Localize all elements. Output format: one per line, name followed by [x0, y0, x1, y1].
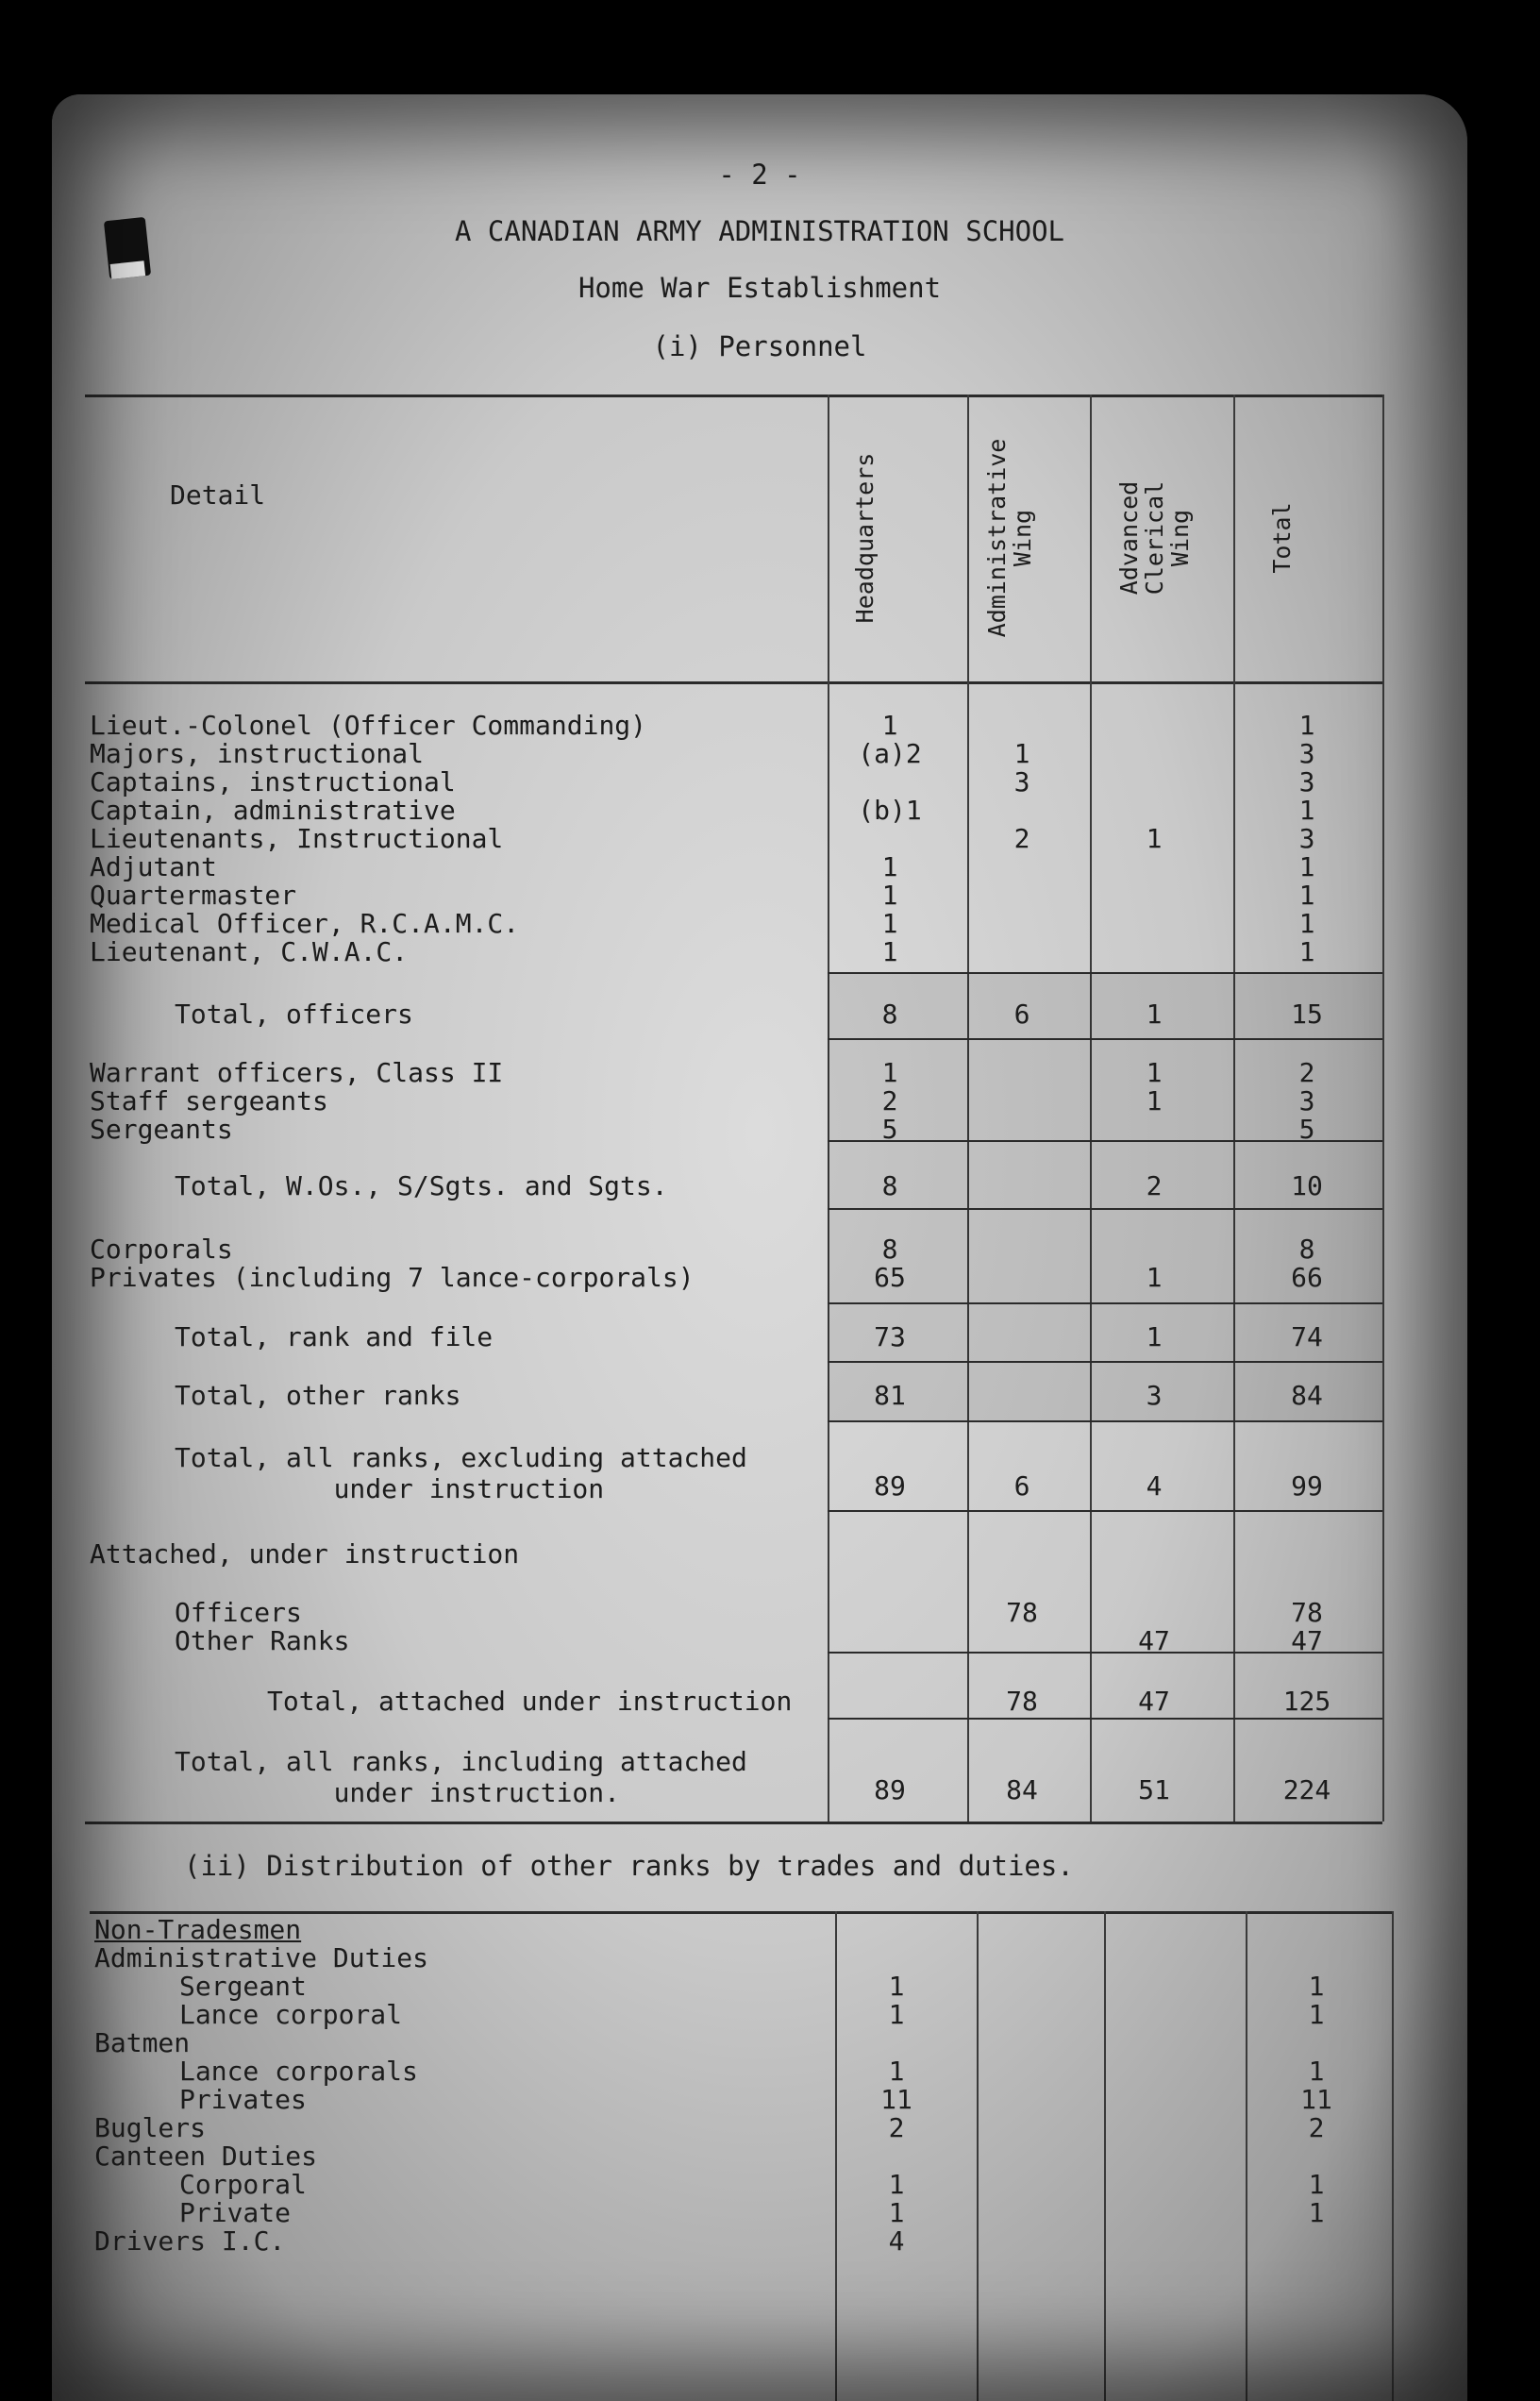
row-label: Officers	[175, 1597, 302, 1628]
header-bottom-rule	[85, 681, 1382, 684]
cell-hq: 4	[888, 2225, 905, 2257]
cell-hq: 1	[888, 2056, 905, 2087]
cell-total: 5	[1298, 1114, 1315, 1145]
column-divider	[835, 1911, 837, 2401]
row-label: Total, other ranks	[175, 1380, 461, 1411]
column-header-headquarters: Headquarters	[851, 452, 879, 624]
row-label: Private	[179, 2197, 292, 2228]
column-header-detail: Detail	[170, 479, 266, 511]
column-header-advanced-clerical-wing: Advanced Clerical Wing	[1115, 480, 1194, 596]
row-rule	[828, 1510, 1382, 1512]
row-label: Corporals	[90, 1234, 233, 1265]
cell-total: 99	[1291, 1470, 1323, 1502]
cell-total: 66	[1291, 1262, 1323, 1293]
row-label: Quartermaster	[90, 880, 297, 911]
row-label: Lance corporals	[179, 2056, 418, 2087]
row-label: Lieutenants, Instructional	[90, 823, 504, 854]
row-label: Adjutant	[90, 851, 217, 882]
cell-total: 1	[1308, 1999, 1325, 2030]
column-header-administrative-wing: Administrative Wing	[983, 438, 1036, 638]
cell-aw: 3	[1013, 766, 1030, 798]
cell-total: 15	[1291, 999, 1323, 1030]
column-divider	[977, 1911, 979, 2401]
cell-hq: 2	[881, 1085, 898, 1117]
row-label: Majors, instructional	[90, 738, 425, 769]
cell-total: 1	[1298, 795, 1315, 826]
cell-acw: 47	[1138, 1625, 1170, 1656]
row-label: Captains, instructional	[90, 766, 456, 798]
cell-total: 2	[1298, 1057, 1315, 1088]
document-subtitle: Home War Establishment	[578, 272, 942, 304]
cell-hq: (b)1	[858, 795, 922, 826]
row-label: Corporal	[179, 2169, 307, 2200]
row-label: Medical Officer, R.C.A.M.C.	[90, 908, 520, 939]
row-label: Sergeants	[90, 1114, 233, 1145]
row-label: Total, officers	[175, 999, 413, 1030]
row-label: Total, all ranks, excluding attached under instruction	[175, 1442, 747, 1504]
row-rule	[828, 1302, 1382, 1304]
document-title: A CANADIAN ARMY ADMINISTRATION SCHOOL	[454, 215, 1064, 247]
cell-aw: 2	[1013, 823, 1030, 854]
cell-total: 3	[1298, 738, 1315, 769]
cell-acw: 1	[1146, 1057, 1163, 1088]
cell-hq: 1	[888, 2169, 905, 2200]
row-label: Lieutenant, C.W.A.C.	[90, 936, 409, 967]
cell-hq: 89	[874, 1774, 906, 1805]
cell-total: 1	[1298, 710, 1315, 741]
cell-hq: 1	[881, 710, 898, 741]
cell-hq: 81	[874, 1380, 906, 1411]
cell-acw: 1	[1146, 1262, 1163, 1293]
row-rule	[828, 1420, 1382, 1422]
cell-total: 3	[1298, 1085, 1315, 1117]
cell-acw: 2	[1146, 1170, 1163, 1201]
cell-total: 78	[1291, 1597, 1323, 1628]
section-heading-personnel: (i) Personnel	[652, 330, 867, 362]
row-label: Batmen	[94, 2027, 191, 2058]
document-page	[52, 94, 1467, 2401]
cell-total: 1	[1298, 851, 1315, 882]
table-bottom-rule	[85, 1822, 1382, 1824]
cell-total: 84	[1291, 1380, 1323, 1411]
cell-hq: 1	[881, 936, 898, 967]
column-divider	[1382, 395, 1384, 1822]
cell-hq: 1	[888, 1971, 905, 2002]
cell-acw: 1	[1146, 1085, 1163, 1117]
row-label: Non-Tradesmen	[94, 1914, 302, 1945]
cell-aw: 78	[1006, 1686, 1038, 1717]
cell-hq: 1	[888, 2197, 905, 2228]
cell-acw: 1	[1146, 823, 1163, 854]
cell-hq: 73	[874, 1321, 906, 1352]
cell-aw: 6	[1013, 999, 1030, 1030]
row-label: Lance corporal	[179, 1999, 403, 2030]
cell-hq: 1	[881, 908, 898, 939]
row-label: Drivers I.C.	[94, 2225, 286, 2257]
section-heading-trades: (ii) Distribution of other ranks by trades and duties.	[184, 1850, 1074, 1882]
cell-hq: (a)2	[858, 738, 922, 769]
row-rule	[828, 1208, 1382, 1210]
cell-acw: 1	[1146, 999, 1163, 1030]
page-number: - 2 -	[718, 159, 801, 191]
cell-aw: 1	[1013, 738, 1030, 769]
cell-hq: 8	[881, 1234, 898, 1265]
cell-hq: 8	[881, 1170, 898, 1201]
cell-total: 3	[1298, 823, 1315, 854]
row-label: Total, attached under instruction	[267, 1686, 793, 1717]
row-rule	[828, 1038, 1382, 1040]
cell-hq: 1	[881, 851, 898, 882]
row-label: Other Ranks	[175, 1625, 350, 1656]
cell-total: 11	[1300, 2084, 1332, 2115]
cell-hq: 1	[881, 1057, 898, 1088]
cell-hq: 2	[888, 2112, 905, 2143]
cell-hq: 1	[888, 1999, 905, 2030]
row-rule	[828, 1361, 1382, 1363]
cell-acw: 47	[1138, 1686, 1170, 1717]
cell-total: 74	[1291, 1321, 1323, 1352]
cell-total: 1	[1298, 908, 1315, 939]
cell-hq: 8	[881, 999, 898, 1030]
row-label: Warrant officers, Class II	[90, 1057, 504, 1088]
cell-total: 2	[1308, 2112, 1325, 2143]
row-label: Total, all ranks, including attached under instruction.	[175, 1746, 747, 1808]
cell-total: 1	[1308, 2056, 1325, 2087]
cell-total: 1	[1298, 880, 1315, 911]
cell-hq: 11	[880, 2084, 912, 2115]
column-divider	[1104, 1911, 1106, 2401]
row-label: Sergeant	[179, 1971, 307, 2002]
cell-total: 125	[1282, 1686, 1331, 1717]
row-label: Administrative Duties	[94, 1942, 429, 1973]
column-divider	[1392, 1911, 1394, 2401]
row-rule	[828, 972, 1382, 974]
cell-aw: 6	[1013, 1470, 1030, 1502]
row-label: Lieut.-Colonel (Officer Commanding)	[90, 710, 647, 741]
cell-acw: 4	[1146, 1470, 1163, 1502]
cell-acw: 3	[1146, 1380, 1163, 1411]
cell-total: 1	[1308, 1971, 1325, 2002]
column-divider	[1246, 1911, 1247, 2401]
cell-total: 1	[1298, 936, 1315, 967]
row-label: Canteen Duties	[94, 2141, 318, 2172]
row-label: Privates (including 7 lance-corporals)	[90, 1262, 695, 1293]
row-label: Captain, administrative	[90, 795, 456, 826]
cell-total: 10	[1291, 1170, 1323, 1201]
cell-total: 8	[1298, 1234, 1315, 1265]
cell-hq: 5	[881, 1114, 898, 1145]
cell-hq: 1	[881, 880, 898, 911]
cell-acw: 1	[1146, 1321, 1163, 1352]
cell-hq: 65	[874, 1262, 906, 1293]
cell-hq: 89	[874, 1470, 906, 1502]
row-label: Total, rank and file	[175, 1321, 494, 1352]
cell-acw: 51	[1138, 1774, 1170, 1805]
cell-total: 224	[1282, 1774, 1331, 1805]
cell-total: 1	[1308, 2197, 1325, 2228]
row-label: Privates	[179, 2084, 307, 2115]
cell-total: 3	[1298, 766, 1315, 798]
row-label: Staff sergeants	[90, 1085, 328, 1117]
cell-aw: 78	[1006, 1597, 1038, 1628]
cell-aw: 84	[1006, 1774, 1038, 1805]
row-rule	[828, 1718, 1382, 1720]
row-label: Attached, under instruction	[90, 1538, 520, 1570]
table-top-rule	[85, 395, 1382, 397]
row-label: Total, W.Os., S/Sgts. and Sgts.	[175, 1170, 668, 1201]
cell-total: 47	[1291, 1625, 1323, 1656]
column-header-total: Total	[1268, 502, 1296, 574]
row-label: Buglers	[94, 2112, 207, 2143]
cell-total: 1	[1308, 2169, 1325, 2200]
